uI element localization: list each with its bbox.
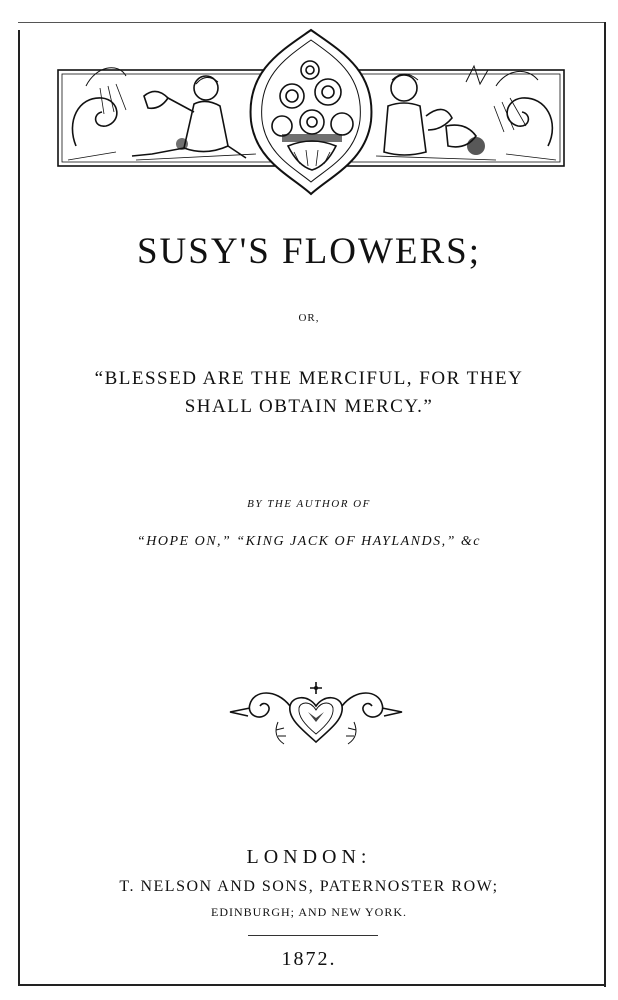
subtitle-line-2: SHALL OBTAIN MERCY.” [184,396,434,417]
or-connector: OR, [298,312,320,324]
publication-year: 1872. [281,948,337,970]
imprint-publisher: T. NELSON AND SONS, PATERNOSTER ROW; [119,878,499,895]
border-bottom [18,984,606,986]
heart-scroll-ornament-icon [228,678,404,748]
book-title: SUSY'S FLOWERS; [136,231,482,272]
cherubs-and-flowers-engraving-icon [56,26,566,198]
subtitle-line-1: “BLESSED ARE THE MERCIFUL, FOR THEY [94,368,524,389]
author-byline: BY THE AUTHOR OF [247,498,371,510]
imprint-place: LONDON: [246,846,372,868]
border-top [18,22,606,23]
divider-rule [248,935,378,936]
imprint-cities: EDINBURGH; AND NEW YORK. [211,905,407,919]
other-works: “HOPE ON,” “KING JACK OF HAYLANDS,” &c [136,534,482,549]
